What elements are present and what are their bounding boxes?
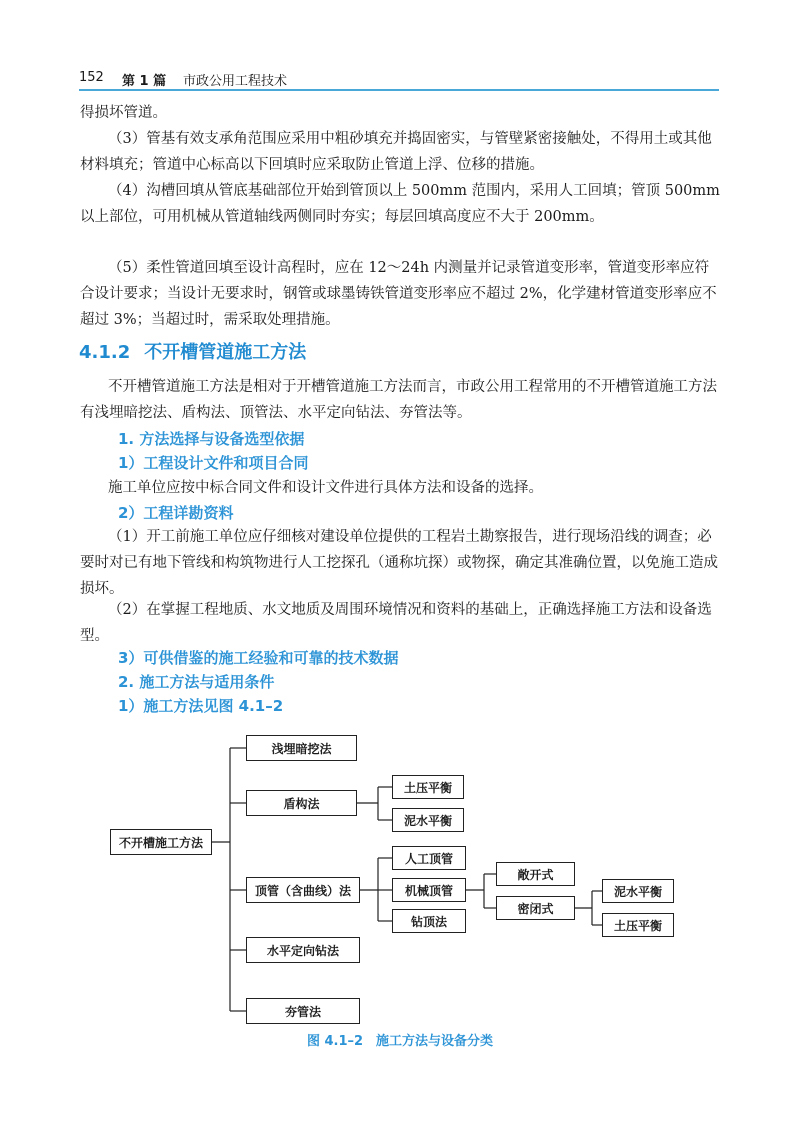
subheading-1: 1. 方法选择与设备选型依据 xyxy=(118,430,305,448)
node-shield: 盾构法 xyxy=(246,790,357,816)
node-closed-epb: 土压平衡 xyxy=(602,913,674,937)
figure-caption: 图 4.1–2 施工方法与设备分类 xyxy=(306,1034,494,1049)
paragraph-item-4: （4）沟槽回填从管底基础部位开始到管顶以上 500mm 范围内，采用人工回填；管顶 500mm 以上部位，可用机械从管道轴线两侧同时夯实；每层回填高度应不大于 200mm。 xyxy=(80,183,720,225)
node-auger-jacking: 钻顶法 xyxy=(392,909,466,933)
paragraph-item-5: （5）柔性管道回填至设计高程时，应在 12～24h 内测量并记录管道变形率，管道变形率应符合设计要求；当设计无要求时，钢管或球墨铸铁管道变形率应不超过 2%，化学建材管道变形率应不超过 3%；当超过时，需采取处理措施。 xyxy=(80,260,717,328)
node-pipe-jacking: 顶管（含曲线）法 xyxy=(246,877,360,903)
node-shield-slurry: 泥水平衡 xyxy=(392,808,464,832)
header-rule xyxy=(79,89,719,91)
paragraph-item-3: （3）管基有效支承角范围应采用中粗砂填充并捣固密实，与管壁紧密接触处，不得用土或其他材料填充；管道中心标高以下回填时应采取防止管道上浮、位移的措施。 xyxy=(80,131,712,173)
section-number: 4.1.2 xyxy=(79,342,131,363)
node-shallow-mining: 浅埋暗挖法 xyxy=(246,735,357,761)
page-number: 152 xyxy=(79,70,104,85)
part-label: 第 1 篇 xyxy=(122,74,167,89)
text-1-2-a: （1）开工前施工单位应仔细核对建设单位提供的工程岩土勘察报告，进行现场沿线的调查；必要时对已有地下管线和构筑物进行人工挖探孔（通称坑探）或物探，确定其准确位置，以免施工造成损坏。 xyxy=(80,529,718,597)
subheading-2-1: 1）施工方法见图 4.1–2 xyxy=(118,697,284,715)
section-heading xyxy=(79,338,306,364)
text-1-1: 施工单位应按中标合同文件和设计文件进行具体方法和设备的选择。 xyxy=(108,480,543,496)
node-shield-epb: 土压平衡 xyxy=(392,775,464,799)
node-machine-jacking: 机械顶管 xyxy=(392,878,466,902)
node-manual-jacking: 人工顶管 xyxy=(392,846,466,870)
book-title: 市政公用工程技术 xyxy=(183,74,288,89)
subheading-1-3: 3）可供借鉴的施工经验和可靠的技术数据 xyxy=(118,649,399,667)
node-root: 不开槽施工方法 xyxy=(110,829,212,855)
subheading-2: 2. 施工方法与适用条件 xyxy=(118,673,275,691)
node-closed-slurry: 泥水平衡 xyxy=(602,879,674,903)
subheading-1-2: 2）工程详勘资料 xyxy=(118,504,234,522)
paragraph-continuation: 得损坏管道。 xyxy=(80,105,167,121)
section-intro: 不开槽管道施工方法是相对于开槽管道施工方法而言，市政公用工程常用的不开槽管道施工方法有浅埋暗挖法、盾构法、顶管法、水平定向钻法、夯管法等。 xyxy=(80,379,717,421)
running-header xyxy=(79,70,721,90)
text-1-2-b: （2）在掌握工程地质、水文地质及周围环境情况和资料的基础上，正确选择施工方法和设备选型。 xyxy=(80,602,712,644)
node-open-type: 敞开式 xyxy=(496,862,575,886)
node-hdd: 水平定向钻法 xyxy=(246,937,360,963)
subheading-1-1: 1）工程设计文件和项目合同 xyxy=(118,454,309,472)
section-title: 不开槽管道施工方法 xyxy=(144,342,307,363)
node-pipe-ramming: 夯管法 xyxy=(246,998,360,1024)
node-closed-type: 密闭式 xyxy=(496,896,575,920)
